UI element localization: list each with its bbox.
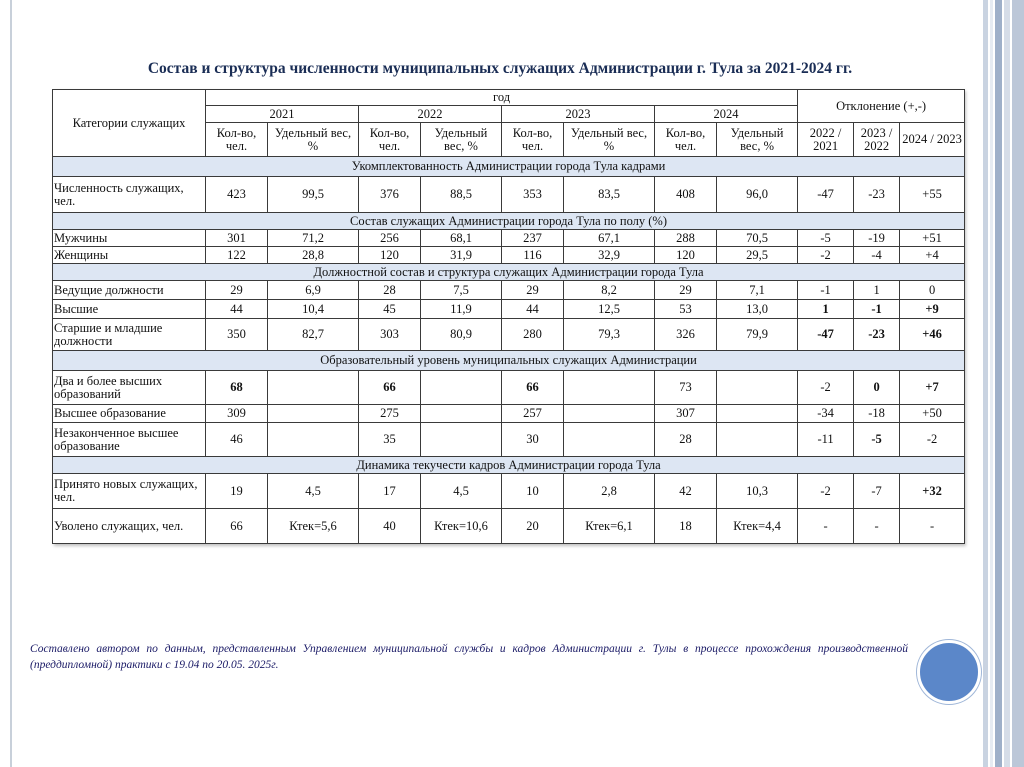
decor-stripe [990, 0, 993, 767]
table-cell: 288 [655, 230, 717, 247]
table-cell: 66 [359, 371, 421, 405]
table-cell: -1 [854, 300, 900, 319]
header-year: 2024 [655, 106, 798, 123]
table-cell: 82,7 [268, 319, 359, 351]
source-note: Составлено автором по данным, представленным Управлением муниципальной службы и кадров Администрации г. Тулы в процессе прохождения производственной (преддипломной) практики с 19.04 по 20.05. 2025г. [30, 643, 908, 671]
section-header: Укомплектованность Администрации города Тула кадрами [53, 157, 965, 177]
table-cell: 4,5 [268, 474, 359, 509]
header-dev: 2024 / 2023 [900, 123, 965, 157]
table-cell: 68 [206, 371, 268, 405]
row-label: Женщины [53, 247, 206, 264]
table-cell: 28 [359, 281, 421, 300]
table-cell: 309 [206, 405, 268, 423]
table-cell [421, 371, 502, 405]
decor-stripe [1004, 0, 1010, 767]
table-cell: 17 [359, 474, 421, 509]
header-ud: Удельный вес, % [268, 123, 359, 157]
table-cell: 1 [854, 281, 900, 300]
table-cell [717, 423, 798, 457]
row-label: Уволено служащих, чел. [53, 509, 206, 544]
table-cell: -47 [798, 319, 854, 351]
table-row [53, 247, 965, 264]
table-cell: 66 [502, 371, 564, 405]
table-cell: 68,1 [421, 230, 502, 247]
table-cell: 44 [206, 300, 268, 319]
table-cell: 280 [502, 319, 564, 351]
table-cell: 256 [359, 230, 421, 247]
table-cell: 2,8 [564, 474, 655, 509]
table-cell: 0 [854, 371, 900, 405]
table-row [53, 509, 965, 544]
table-cell [717, 371, 798, 405]
table-cell: 31,9 [421, 247, 502, 264]
table-cell: 1 [798, 300, 854, 319]
table-cell: +51 [900, 230, 965, 247]
table-cell: 13,0 [717, 300, 798, 319]
table-cell [421, 405, 502, 423]
table-cell: Ктек=6,1 [564, 509, 655, 544]
table-row [53, 300, 965, 319]
table-cell: 44 [502, 300, 564, 319]
table-cell: 32,9 [564, 247, 655, 264]
table-cell: 120 [359, 247, 421, 264]
table-cell: -11 [798, 423, 854, 457]
table-cell: 83,5 [564, 177, 655, 213]
table-row [53, 423, 965, 457]
table-row [53, 371, 965, 405]
decor-stripe [983, 0, 988, 767]
staff-structure-table [52, 89, 965, 544]
table-cell: 350 [206, 319, 268, 351]
table-cell: 122 [206, 247, 268, 264]
table-cell: -2 [900, 423, 965, 457]
table-cell [564, 405, 655, 423]
row-label: Высшие [53, 300, 206, 319]
table-cell: 7,5 [421, 281, 502, 300]
table-cell: 19 [206, 474, 268, 509]
table-cell: +55 [900, 177, 965, 213]
table-row [53, 405, 965, 423]
table-cell [268, 405, 359, 423]
table-cell: 408 [655, 177, 717, 213]
table-cell: 120 [655, 247, 717, 264]
table-cell: 353 [502, 177, 564, 213]
table-cell: 20 [502, 509, 564, 544]
staff-structure-table-wrapper [52, 89, 964, 544]
table-cell [564, 423, 655, 457]
table-cell: -2 [798, 371, 854, 405]
table-cell: 70,5 [717, 230, 798, 247]
row-label: Высшее образование [53, 405, 206, 423]
table-cell: 30 [502, 423, 564, 457]
table-cell: 29 [206, 281, 268, 300]
table-cell: +32 [900, 474, 965, 509]
row-label: Незаконченное высшее образование [53, 423, 206, 457]
table-cell: 46 [206, 423, 268, 457]
table-cell [421, 423, 502, 457]
header-ud: Удельный вес, % [421, 123, 502, 157]
table-cell: -7 [854, 474, 900, 509]
table-cell: +4 [900, 247, 965, 264]
decor-stripe [995, 0, 1002, 767]
table-cell: 71,2 [268, 230, 359, 247]
table-cell: 79,3 [564, 319, 655, 351]
table-cell: 275 [359, 405, 421, 423]
table-cell: 257 [502, 405, 564, 423]
table-cell: 10,3 [717, 474, 798, 509]
section-header: Образовательный уровень муниципальных служащих Администрации [53, 351, 965, 371]
table-cell: 40 [359, 509, 421, 544]
table-cell: 53 [655, 300, 717, 319]
table-row [53, 281, 965, 300]
table-cell: +9 [900, 300, 965, 319]
table-cell: Ктек=10,6 [421, 509, 502, 544]
table-cell: 29,5 [717, 247, 798, 264]
table-cell: 18 [655, 509, 717, 544]
header-ud: Удельный вес, % [717, 123, 798, 157]
table-cell: +7 [900, 371, 965, 405]
table-row [53, 319, 965, 351]
table-cell: -1 [798, 281, 854, 300]
table-cell: 88,5 [421, 177, 502, 213]
table-cell: 10 [502, 474, 564, 509]
table-cell: -23 [854, 177, 900, 213]
page-title: Состав и структура численности муниципальных служащих Администрации г. Тула за 2021-2024 гг. [147, 60, 853, 77]
header-deviation: Отклонение (+,-) [798, 90, 965, 123]
table-cell: 79,9 [717, 319, 798, 351]
table-cell: -4 [854, 247, 900, 264]
header-kol: Кол-во, чел. [206, 123, 268, 157]
table-cell: 8,2 [564, 281, 655, 300]
table-cell: 35 [359, 423, 421, 457]
row-label: Численность служащих, чел. [53, 177, 206, 213]
header-dev: 2022 / 2021 [798, 123, 854, 157]
table-cell: 307 [655, 405, 717, 423]
table-row [53, 177, 965, 213]
decorative-circle [917, 640, 981, 704]
header-year-group: год [206, 90, 798, 106]
header-category: Категории служащих [53, 90, 206, 157]
table-cell: -5 [798, 230, 854, 247]
table-cell: 29 [502, 281, 564, 300]
section-header: Состав служащих Администрации города Тула по полу (%) [53, 213, 965, 230]
table-cell [717, 405, 798, 423]
header-ud: Удельный вес, % [564, 123, 655, 157]
table-cell: - [854, 509, 900, 544]
row-label: Два и более высших образований [53, 371, 206, 405]
table-cell: 29 [655, 281, 717, 300]
section-header: Должностной состав и структура служащих Администрации города Тула [53, 264, 965, 281]
row-label: Старшие и младшие должности [53, 319, 206, 351]
table-cell: 42 [655, 474, 717, 509]
table-cell: -18 [854, 405, 900, 423]
table-cell: 4,5 [421, 474, 502, 509]
table-cell: 45 [359, 300, 421, 319]
table-cell: 67,1 [564, 230, 655, 247]
table-cell: 423 [206, 177, 268, 213]
table-cell: -2 [798, 247, 854, 264]
table-cell: -23 [854, 319, 900, 351]
table-cell: +46 [900, 319, 965, 351]
table-cell: -2 [798, 474, 854, 509]
table-cell [268, 371, 359, 405]
header-kol: Кол-во, чел. [502, 123, 564, 157]
table-cell: 6,9 [268, 281, 359, 300]
header-year: 2023 [502, 106, 655, 123]
table-cell: 301 [206, 230, 268, 247]
table-row [53, 230, 965, 247]
slide-left-border [10, 0, 12, 767]
table-cell: 99,5 [268, 177, 359, 213]
table-cell: Ктек=5,6 [268, 509, 359, 544]
table-row [53, 474, 965, 509]
table-cell: 11,9 [421, 300, 502, 319]
table-cell [564, 371, 655, 405]
table-cell: 116 [502, 247, 564, 264]
table-cell: 96,0 [717, 177, 798, 213]
row-label: Принято новых служащих, чел. [53, 474, 206, 509]
table-cell: 12,5 [564, 300, 655, 319]
table-cell: 28 [655, 423, 717, 457]
table-cell: 73 [655, 371, 717, 405]
table-cell: 80,9 [421, 319, 502, 351]
header-kol: Кол-во, чел. [359, 123, 421, 157]
table-cell: -19 [854, 230, 900, 247]
row-label: Ведущие должности [53, 281, 206, 300]
table-cell: -34 [798, 405, 854, 423]
header-kol: Кол-во, чел. [655, 123, 717, 157]
table-cell: 0 [900, 281, 965, 300]
table-cell: - [798, 509, 854, 544]
decor-stripe [1012, 0, 1024, 767]
table-cell [268, 423, 359, 457]
table-cell: 326 [655, 319, 717, 351]
table-cell: 7,1 [717, 281, 798, 300]
header-year: 2021 [206, 106, 359, 123]
table-cell: -5 [854, 423, 900, 457]
table-cell: 237 [502, 230, 564, 247]
table-cell: 303 [359, 319, 421, 351]
table-cell: +50 [900, 405, 965, 423]
header-dev: 2023 / 2022 [854, 123, 900, 157]
table-cell: - [900, 509, 965, 544]
table-cell: 66 [206, 509, 268, 544]
table-cell: Ктек=4,4 [717, 509, 798, 544]
row-label: Мужчины [53, 230, 206, 247]
section-header: Динамика текучести кадров Администрации города Тула [53, 457, 965, 474]
table-cell: 10,4 [268, 300, 359, 319]
table-cell: 28,8 [268, 247, 359, 264]
table-cell: -47 [798, 177, 854, 213]
header-year: 2022 [359, 106, 502, 123]
table-cell: 376 [359, 177, 421, 213]
